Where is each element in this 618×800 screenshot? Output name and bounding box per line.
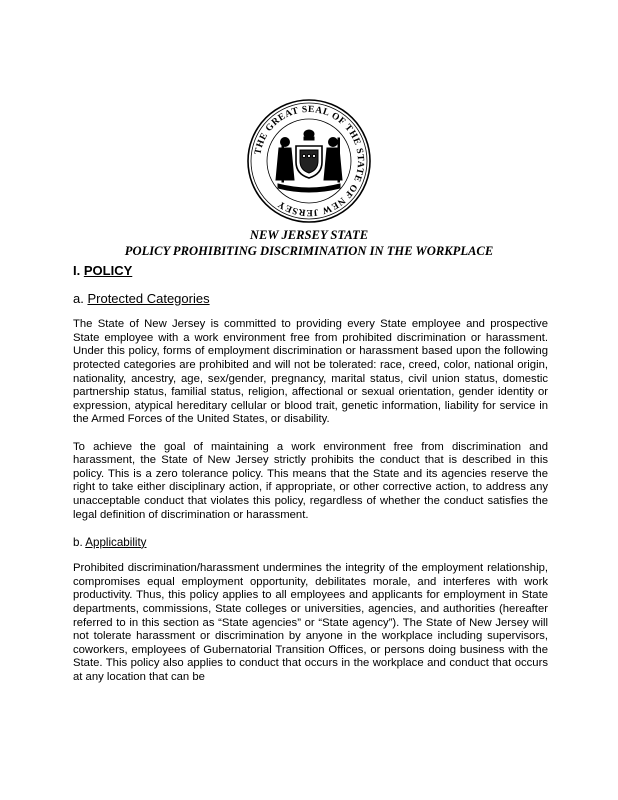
section-title: POLICY bbox=[83, 263, 133, 278]
paragraph-zero-tolerance: To achieve the goal of maintaining a work environment free from discrimination and harassment, the State of New Jersey strictly prohibits the conduct that is described in this policy. This is a zero tolerance policy. This means that the State and its agencies reserve the right to take either disciplinary action, if appropriate, or other corrective action, to address any unacceptable conduct that violates this policy, regardless of whether the conduct satisfies the legal definition of discrimination or harassment. bbox=[73, 440, 548, 521]
paragraph-protected-categories: The State of New Jersey is committed to providing every State employee and prospective State employee with a work environment free from prohibited discrimination or harassment. Under this policy, forms of employment discrimination or harassment based upon the following protected categories are prohibited and will not be tolerated: race, creed, color, national origin, nationality, ancestry, age, sex/gender, pregnancy, marital status, civil union status, domestic partnership status, familial status, religion, affectional or sexual orientation, gender identity or expression, atypical hereditary cellular or blood trait, genetic information, liability for service in the Armed Forces of the United States, or disability. bbox=[73, 318, 548, 426]
document-body bbox=[73, 264, 548, 698]
subsection-b-title: Applicability bbox=[85, 535, 147, 549]
subsection-a-title: Protected Categories bbox=[87, 290, 210, 306]
seal-graphic bbox=[246, 98, 372, 224]
section-number: I. bbox=[73, 263, 81, 278]
state-seal bbox=[246, 98, 372, 224]
title-line-1: NEW JERSEY STATE bbox=[249, 228, 369, 242]
subsection-a-heading bbox=[73, 292, 548, 306]
subsection-b-prefix: b. bbox=[73, 535, 83, 549]
section-heading bbox=[73, 264, 548, 278]
subsection-b-heading bbox=[73, 536, 548, 550]
seal-ring-text: THE GREAT SEAL OF THE STATE OF NEW JERSEY bbox=[253, 104, 366, 218]
title-line-2: POLICY PROHIBITING DISCRIMINATION IN THE WORKPLACE bbox=[124, 244, 494, 258]
document-title bbox=[0, 227, 618, 259]
paragraph-applicability: Prohibited discrimination/harassment undermines the integrity of the employment relationship, compromises equal employment opportunity, debilitates morale, and interferes with work productivity. Thus, this policy applies to all employees and applicants for employment in State departments, commissions, State colleges or universities, agencies, and authorities (hereafter referred to in this section as “State agencies” or “State agency”). The State of New Jersey will not tolerate harassment or discrimination by anyone in the workplace including supervisors, coworkers, employees of Gubernatorial Transition Offices, or persons doing business with the State. This policy also applies to conduct that occurs in the workplace and conduct that occurs at any location that can be bbox=[73, 562, 548, 684]
subsection-a-prefix: a. bbox=[73, 290, 84, 306]
